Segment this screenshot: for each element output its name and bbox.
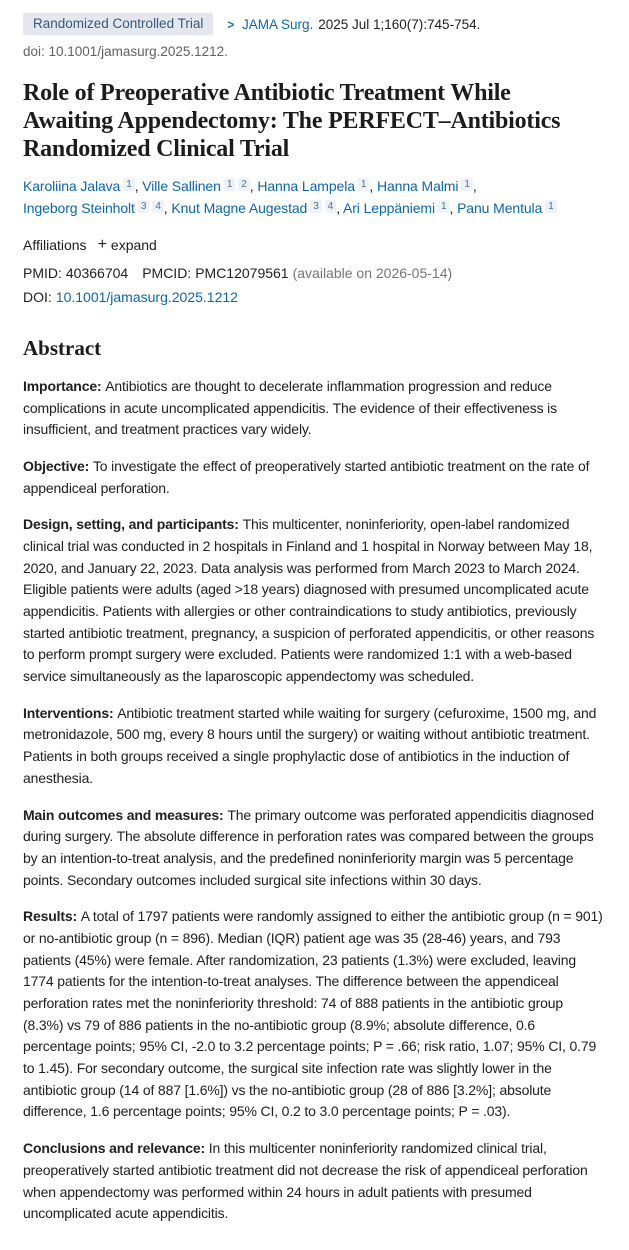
abstract-section-label: Interventions:: [23, 704, 118, 721]
affiliations-label: Affiliations: [23, 236, 87, 253]
pmcid-value: PMC12079561: [195, 264, 289, 281]
author-separator: ,: [336, 200, 343, 217]
abstract-section: [23, 456, 605, 499]
author-link[interactable]: Ari Leppäniemi: [343, 200, 435, 217]
author-separator: ,: [369, 178, 377, 195]
citation-header-row: [23, 13, 605, 35]
author-separator: ,: [163, 200, 172, 217]
authors-list: [23, 176, 605, 219]
abstract-section-text: To investigate the effect of preoperatively started antibiotic treatment on the rate of appendiceal perforation.: [23, 457, 590, 496]
abstract-section-label: Conclusions and relevance:: [23, 1140, 209, 1157]
author: [377, 178, 473, 194]
affiliation-superscript[interactable]: 1: [224, 178, 235, 191]
abstract-section-label: Results:: [23, 908, 81, 925]
abstract-section-text: In this multicenter noninferiority randomized clinical trial, preoperatively started antibiotic treatment did not decrease the risk of appendiceal perforation when appendectomy was performed within 24 hours in adult patients with presumed uncomplicated acute appendicitis.: [23, 1140, 588, 1222]
pmcid-label: PMCID:: [142, 264, 192, 281]
author-separator: ,: [249, 178, 258, 195]
author: [23, 178, 135, 194]
publication-type-badge[interactable]: Randomized Controlled Trial: [23, 13, 213, 35]
abstract-section-text: Antibiotic treatment started while waiting for surgery (cefuroxime, 1500 mg, and metronidazole, 500 mg, every 8 hours until the surgery) or waiting without antibiotic treatment. Patients in both groups received a single prophylactic dose of antibiotics in the induction of anesthesia.: [23, 704, 597, 786]
affiliation-superscript[interactable]: 3: [138, 200, 149, 213]
author-separator: ,: [472, 178, 477, 195]
author-link[interactable]: Hanna Malmi: [376, 178, 459, 195]
doi-line: doi: 10.1001/jamasurg.2025.1212.: [23, 44, 228, 59]
abstract-section: [23, 376, 605, 441]
abstract-section-label: Design, setting, and participants:: [23, 516, 243, 533]
abstract-section-label: Objective:: [23, 457, 93, 474]
affiliation-superscript[interactable]: 1: [358, 178, 369, 191]
affiliation-superscript[interactable]: 1: [545, 200, 556, 213]
pmid-label: PMID:: [23, 264, 62, 281]
affiliation-superscript[interactable]: 2: [238, 178, 249, 191]
abstract-heading: Abstract: [23, 335, 102, 360]
abstract-section-text: Antibiotics are thought to decelerate inflammation progression and reduce complications in acute uncomplicated appendicitis. The evidence of their effectiveness is insufficient, and treatment practices vary widely.: [23, 377, 557, 438]
citation-text: 2025 Jul 1;160(7):745-754.: [318, 16, 481, 32]
author-link[interactable]: Knut Magne Augestad: [171, 200, 308, 217]
affiliations-row: [23, 236, 605, 254]
author: [23, 200, 164, 216]
author: [457, 200, 557, 216]
author-link[interactable]: Ingeborg Steinholt: [23, 200, 135, 217]
affiliation-superscript[interactable]: 1: [461, 178, 472, 191]
article-title: Role of Preoperative Antibiotic Treatment While Awaiting Appendectomy: The PERFECT–Antibiotics Randomized Clinical Trial: [23, 80, 561, 162]
author: [257, 178, 369, 194]
author-separator: ,: [134, 178, 143, 195]
abstract-sections: [23, 376, 605, 1225]
pmid-row: [23, 261, 605, 285]
abstract-section-text: The primary outcome was perforated appendicitis diagnosed during surgery. The absolute difference in perforation rates was compared between the groups by an intention-to-treat analysis, and the predefined noninferiority margin was 5 percentage points. Secondary outcomes included surgical site infections within 30 days.: [23, 806, 594, 888]
author: [343, 200, 449, 216]
affiliation-superscript[interactable]: 3: [310, 200, 321, 213]
affiliation-superscript[interactable]: 4: [152, 200, 163, 213]
affiliation-superscript[interactable]: 1: [438, 200, 449, 213]
doi-row: [23, 285, 605, 309]
affiliation-superscript[interactable]: 1: [123, 178, 134, 191]
affiliation-superscript[interactable]: 4: [325, 200, 336, 213]
abstract-section-text: A total of 1797 patients were randomly assigned to either the antibiotic group (n = 901) or no-antibiotic group (n = 896). Median (IQR) patient age was 35 (28-46) years, and 793 patients (45%) were female. After randomization, 23 patients (1.3%) were excluded, leaving 1774 patients for the intention-to-treat analyses. The difference between the appendiceal perforation rates met the noninferiority threshold: 74 of 888 patients in the antibiotic group (8.3%) vs 79 of 886 patients in the no-antibiotic group (8.9%; absolute difference, 0.6 percentage points; 95% CI, -2.0 to 3.2 percentage points; P = .66; risk ratio, 1.07; 95% CI, 0.79 to 1.45). For secondary outcome, the surgical site infection rate was slightly lower in the antibiotic group (14 of 887 [1.6%]) vs the no-antibiotic group (28 of 886 [3.2%]; absolute difference, 1.6 percentage points; 95% CI, 0.2 to 3.0 percentage points; P = .03).: [23, 908, 603, 1120]
doi-link[interactable]: 10.1001/jamasurg.2025.1212: [55, 288, 238, 305]
journal-link[interactable]: JAMA Surg.: [241, 16, 314, 32]
author-link[interactable]: Ville Sallinen: [142, 178, 221, 195]
affiliations-expand-button[interactable]: [98, 236, 157, 254]
pmcid-availability-note: (available on 2026-05-14): [292, 264, 453, 281]
author-link[interactable]: Panu Mentula: [457, 200, 543, 217]
abstract-section: [23, 1138, 605, 1225]
doi-label: DOI:: [23, 288, 52, 305]
abstract-section: [23, 805, 605, 892]
plus-icon: +: [97, 235, 107, 253]
pmid-value: 40366704: [65, 264, 129, 281]
author-link[interactable]: Hanna Lampela: [257, 178, 355, 195]
abstract-section-label: Importance:: [23, 377, 106, 394]
abstract-section-text: This multicenter, noninferiority, open-label randomized clinical trial was conducted in 2 hospitals in Finland and 1 hospital in Norway between May 18, 2020, and January 22, 2023. Data analysis was performed from March 2023 to March 2024. Eligible patients were adults (aged >18 years) diagnosed with presumed uncomplicated acute appendicitis. Patients with allergies or other contraindications to study antibiotics, previously started antibiotic treatment, pregnancy, a suspicion of perforated appendicitis, or other reasons to perform prompt surgery were excluded. Patients were randomized 1:1 with a web-based service simultaneously as the laparoscopic appendectomy was scheduled.: [23, 516, 595, 685]
abstract-section: [23, 703, 605, 790]
abstract-section: [23, 514, 605, 688]
author-link[interactable]: Karoliina Jalava: [23, 178, 121, 195]
author: [142, 178, 249, 194]
author: [171, 200, 336, 216]
abstract-section-label: Main outcomes and measures:: [23, 806, 228, 823]
author-separator: ,: [449, 200, 458, 217]
affiliations-expand-label: expand: [110, 236, 157, 253]
chevron-right-icon: >: [227, 16, 235, 32]
abstract-section: [23, 906, 605, 1123]
